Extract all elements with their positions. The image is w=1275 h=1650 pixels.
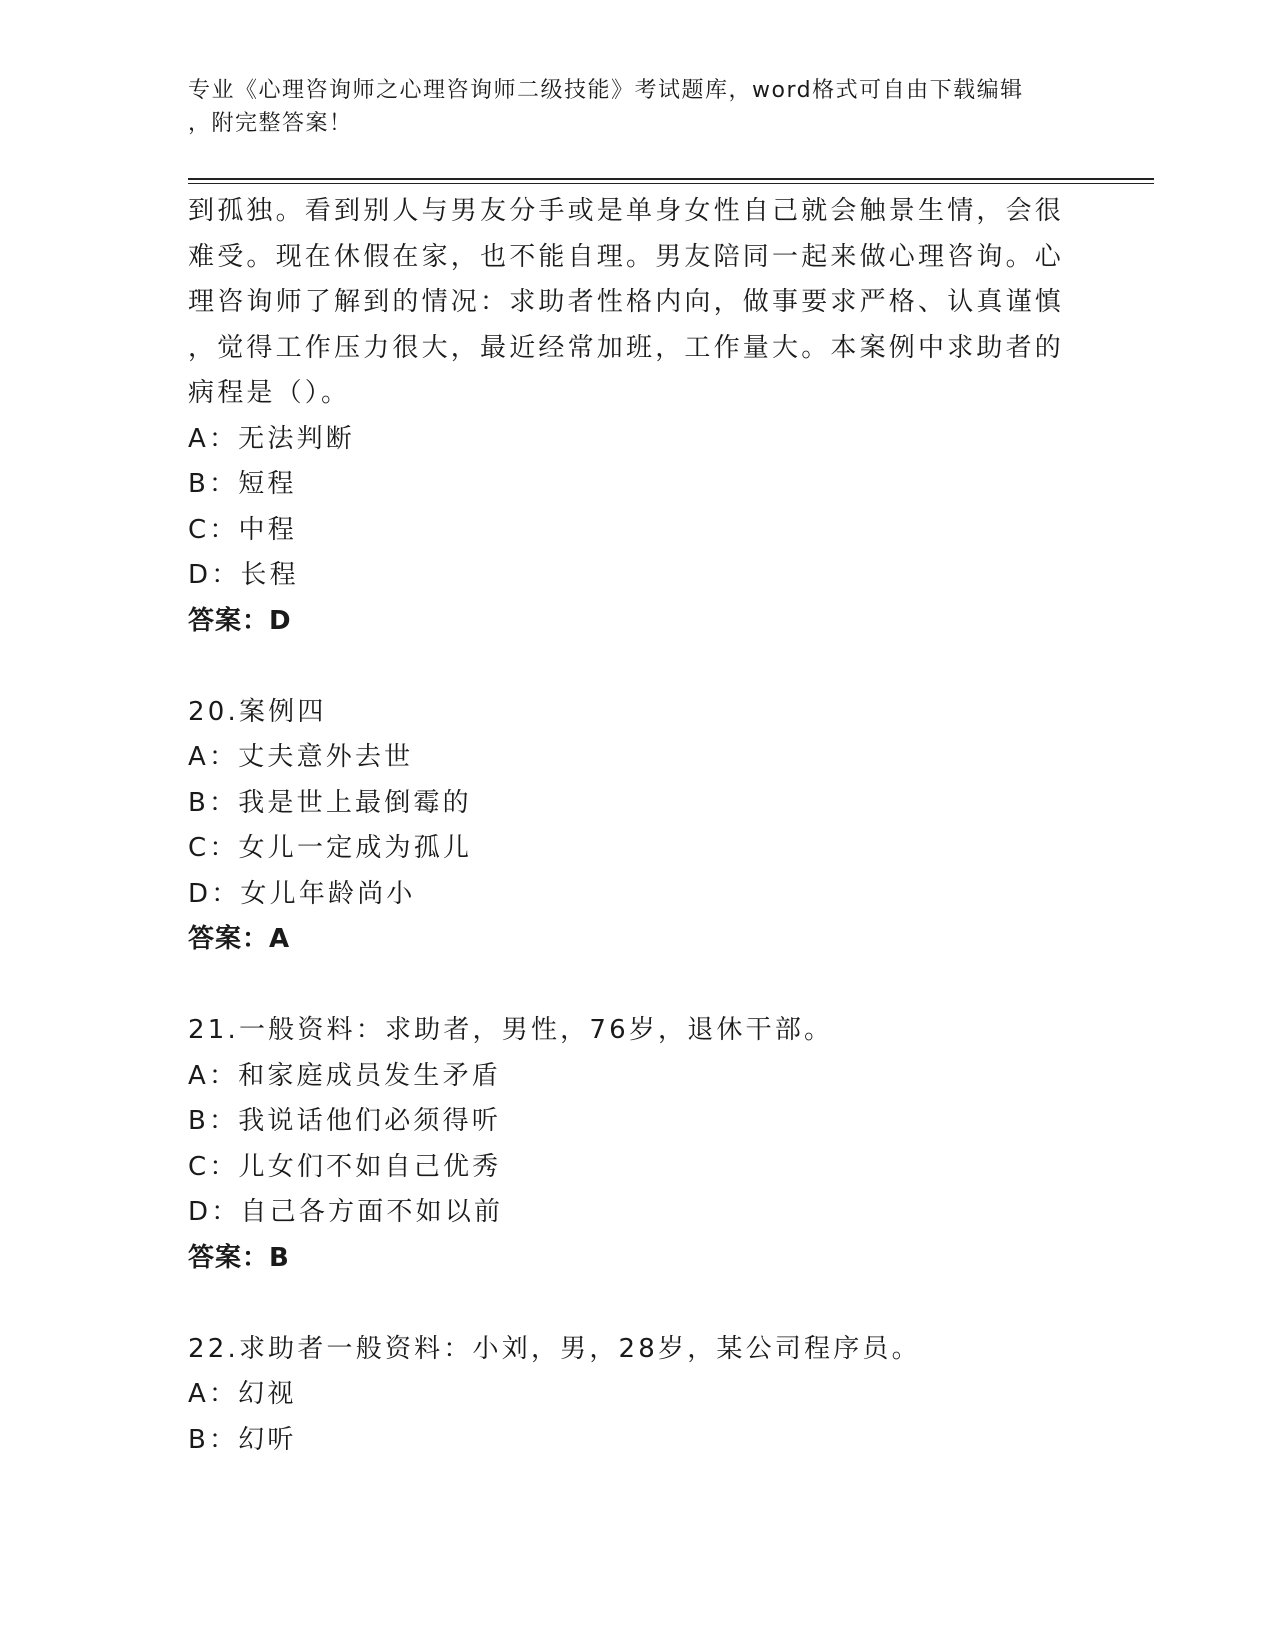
option-a: A：和家庭成员发生矛盾 — [188, 1060, 501, 1091]
option-c: C：儿女们不如自己优秀 — [188, 1151, 502, 1182]
option-a: A：幻视 — [188, 1379, 297, 1409]
option-b: B：我说话他们必须得听 — [188, 1106, 502, 1136]
option-c: C：中程 — [188, 514, 297, 545]
answer: 答案：D — [188, 605, 292, 636]
document-header — [188, 74, 1088, 140]
option-d: D：女儿年龄尚小 — [188, 878, 416, 909]
question-22 — [188, 1327, 1088, 1464]
question-stem-line: ，觉得工作压力很大，最近经常加班，工作量大。本案例中求助者的 — [188, 332, 1065, 363]
question-stem: 21.一般资料：求助者，男性，76岁，退休干部。 — [188, 1015, 834, 1045]
option-b: B：幻听 — [188, 1424, 297, 1455]
question-stem: 20.案例四 — [188, 696, 327, 727]
question-stem-line: 到孤独。看到别人与男友分手或是单身女性自己就会触景生情，会很 — [188, 196, 1065, 226]
option-b: B：我是世上最倒霉的 — [188, 787, 472, 818]
header-line-2: ，附完整答案！ — [188, 111, 353, 136]
question-21 — [188, 1008, 1088, 1281]
option-a: A：丈夫意外去世 — [188, 742, 414, 772]
option-b: B：短程 — [188, 469, 297, 499]
spacer — [188, 644, 1088, 690]
answer: 答案：A — [188, 924, 291, 954]
question-stem-line: 难受。现在休假在家，也不能自理。男友陪同一起来做心理咨询。心 — [188, 241, 1065, 272]
question-stem: 22.求助者一般资料：小刘，男，28岁，某公司程序员。 — [188, 1333, 921, 1364]
question-20 — [188, 690, 1088, 963]
option-d: D：自己各方面不如以前 — [188, 1197, 504, 1227]
question-stem-line: 病程是（）。 — [188, 378, 351, 408]
question-19 — [188, 189, 1088, 644]
header-line-1: 专业《心理咨询师之心理咨询师二级技能》考试题库，word格式可自由下载编辑 — [188, 78, 1024, 103]
question-stem-line: 理咨询师了解到的情况：求助者性格内向，做事要求严格、认真谨慎 — [188, 287, 1065, 317]
header-divider — [188, 178, 1154, 184]
answer: 答案：B — [188, 1242, 290, 1273]
option-d: D：长程 — [188, 560, 299, 590]
option-a: A：无法判断 — [188, 423, 355, 454]
spacer — [188, 963, 1088, 1009]
option-c: C：女儿一定成为孤儿 — [188, 833, 473, 863]
spacer — [188, 1281, 1088, 1327]
question-list — [188, 189, 1088, 1463]
